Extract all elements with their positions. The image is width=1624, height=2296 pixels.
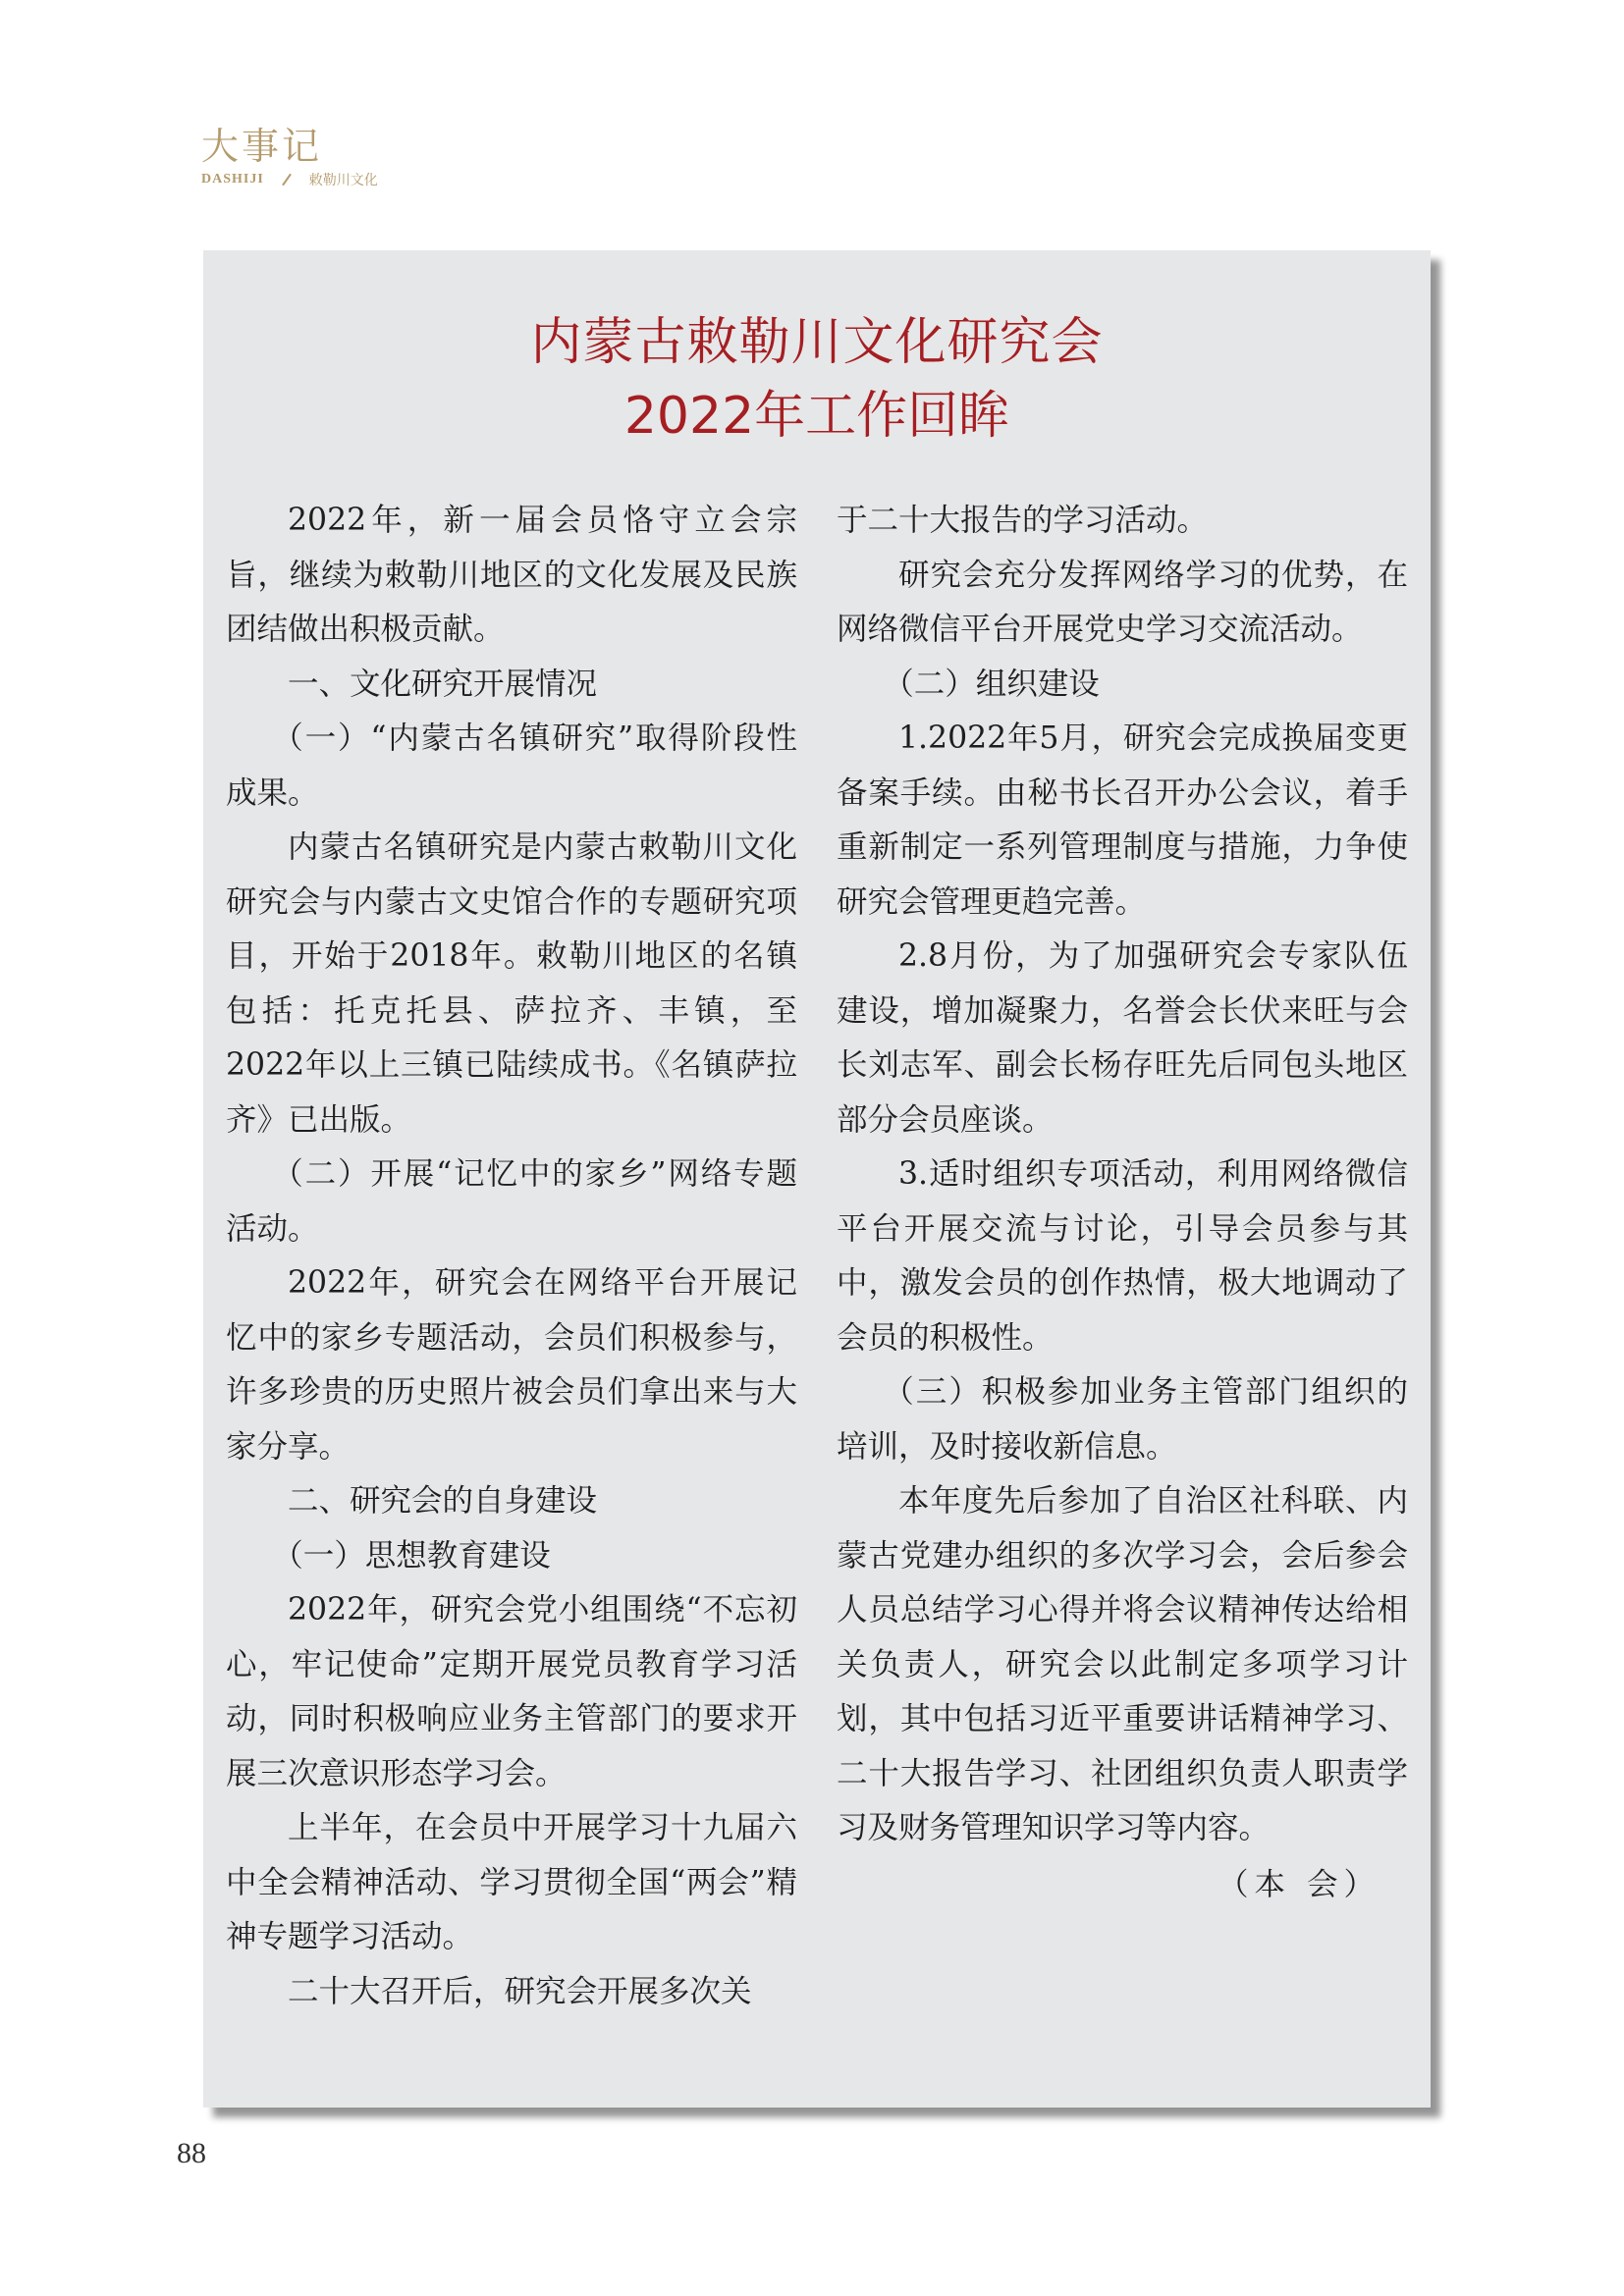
subsection-heading: （二）开展“记忆中的家乡”网络专题活动。 [226, 1156, 797, 1247]
paragraph: 1.2022年5月，研究会完成换届变更备案手续。由秘书长召开办公会议，着手重新制定一系列管理制度与措施，力争使研究会管理更趋完善。 [837, 721, 1408, 920]
subsection-heading: （三）积极参加业务主管部门组织的培训，及时接收新信息。 [837, 1374, 1408, 1465]
paragraph: 上半年，在会员中开展学习十九届六中全会精神活动、学习贯彻全国“两会”精神专题学习活动。 [226, 1810, 797, 1954]
article-title: 内蒙古敕勒川文化研究会 [530, 313, 1104, 372]
section-title: 大事记 [201, 125, 323, 168]
paragraph: 二十大召开后，研究会开展多次关 [288, 1973, 752, 2009]
left-column [226, 494, 797, 2019]
author-signature: （本 会） [1217, 1866, 1380, 1902]
article-subtitle: 2022年工作回眸 [623, 387, 1010, 446]
section-title-pinyin: DASHIJI [201, 172, 264, 187]
article-card [203, 250, 1431, 2108]
paragraph: 2022年，研究会在网络平台开展记忆中的家乡专题活动，会员们积极参与，许多珍贵的历史照片被会员们拿出来与大家分享。 [226, 1265, 797, 1465]
subsection-heading: （一）“内蒙古名镇研究”取得阶段性成果。 [226, 721, 797, 811]
section-subtitle [201, 170, 378, 189]
section-heading: 一、文化研究开展情况 [288, 666, 598, 702]
slash-divider [282, 174, 292, 187]
section-heading: 二、研究会的自身建设 [288, 1483, 598, 1519]
paragraph: 2022年，新一届会员恪守立会宗旨，继续为敕勒川地区的文化发展及民族团结做出积极贡献。 [226, 503, 797, 647]
page-number: 88 [177, 2137, 206, 2169]
right-column [837, 494, 1408, 1912]
publication-name: 敕勒川文化 [308, 173, 378, 188]
paragraph: 3.适时组织专项活动，利用网络微信平台开展交流与讨论，引导会员参与其中，激发会员的创作热情，极大地调动了会员的积极性。 [837, 1156, 1408, 1356]
subsection-heading: （二）组织建设 [883, 666, 1100, 702]
subsection-heading: （一）思想教育建设 [272, 1537, 551, 1574]
paragraph: 研究会充分发挥网络学习的优势，在网络微信平台开展党史学习交流活动。 [837, 557, 1408, 647]
paragraph: 本年度先后参加了自治区社科联、内蒙古党建办组织的多次学习会，会后参会人员总结学习心得并将会议精神传达给相关负责人，研究会以此制定多项学习计划，其中包括习近平重要讲话精神学习、二十大报告学习、社团组织负责人职责学习及财务管理知识学习等内容。 [837, 1483, 1408, 1845]
paragraph: 2022年，研究会党小组围绕“不忘初心，牢记使命”定期开展党员教育学习活动，同时积极响应业务主管部门的要求开展三次意识形态学习会。 [226, 1592, 797, 1791]
paragraph: 内蒙古名镇研究是内蒙古敕勒川文化研究会与内蒙古文史馆合作的专题研究项目，开始于2018年。敕勒川地区的名镇包括：托克托县、萨拉齐、丰镇，至2022年以上三镇已陆续成书。《名镇萨拉齐》已出版。 [226, 829, 797, 1138]
paragraph: 2.8月份，为了加强研究会专家队伍建设，增加凝聚力，名誉会长伏来旺与会长刘志军、副会长杨存旺先后同包头地区部分会员座谈。 [837, 938, 1408, 1138]
paragraph-continuation: 于二十大报告的学习活动。 [837, 503, 1209, 538]
